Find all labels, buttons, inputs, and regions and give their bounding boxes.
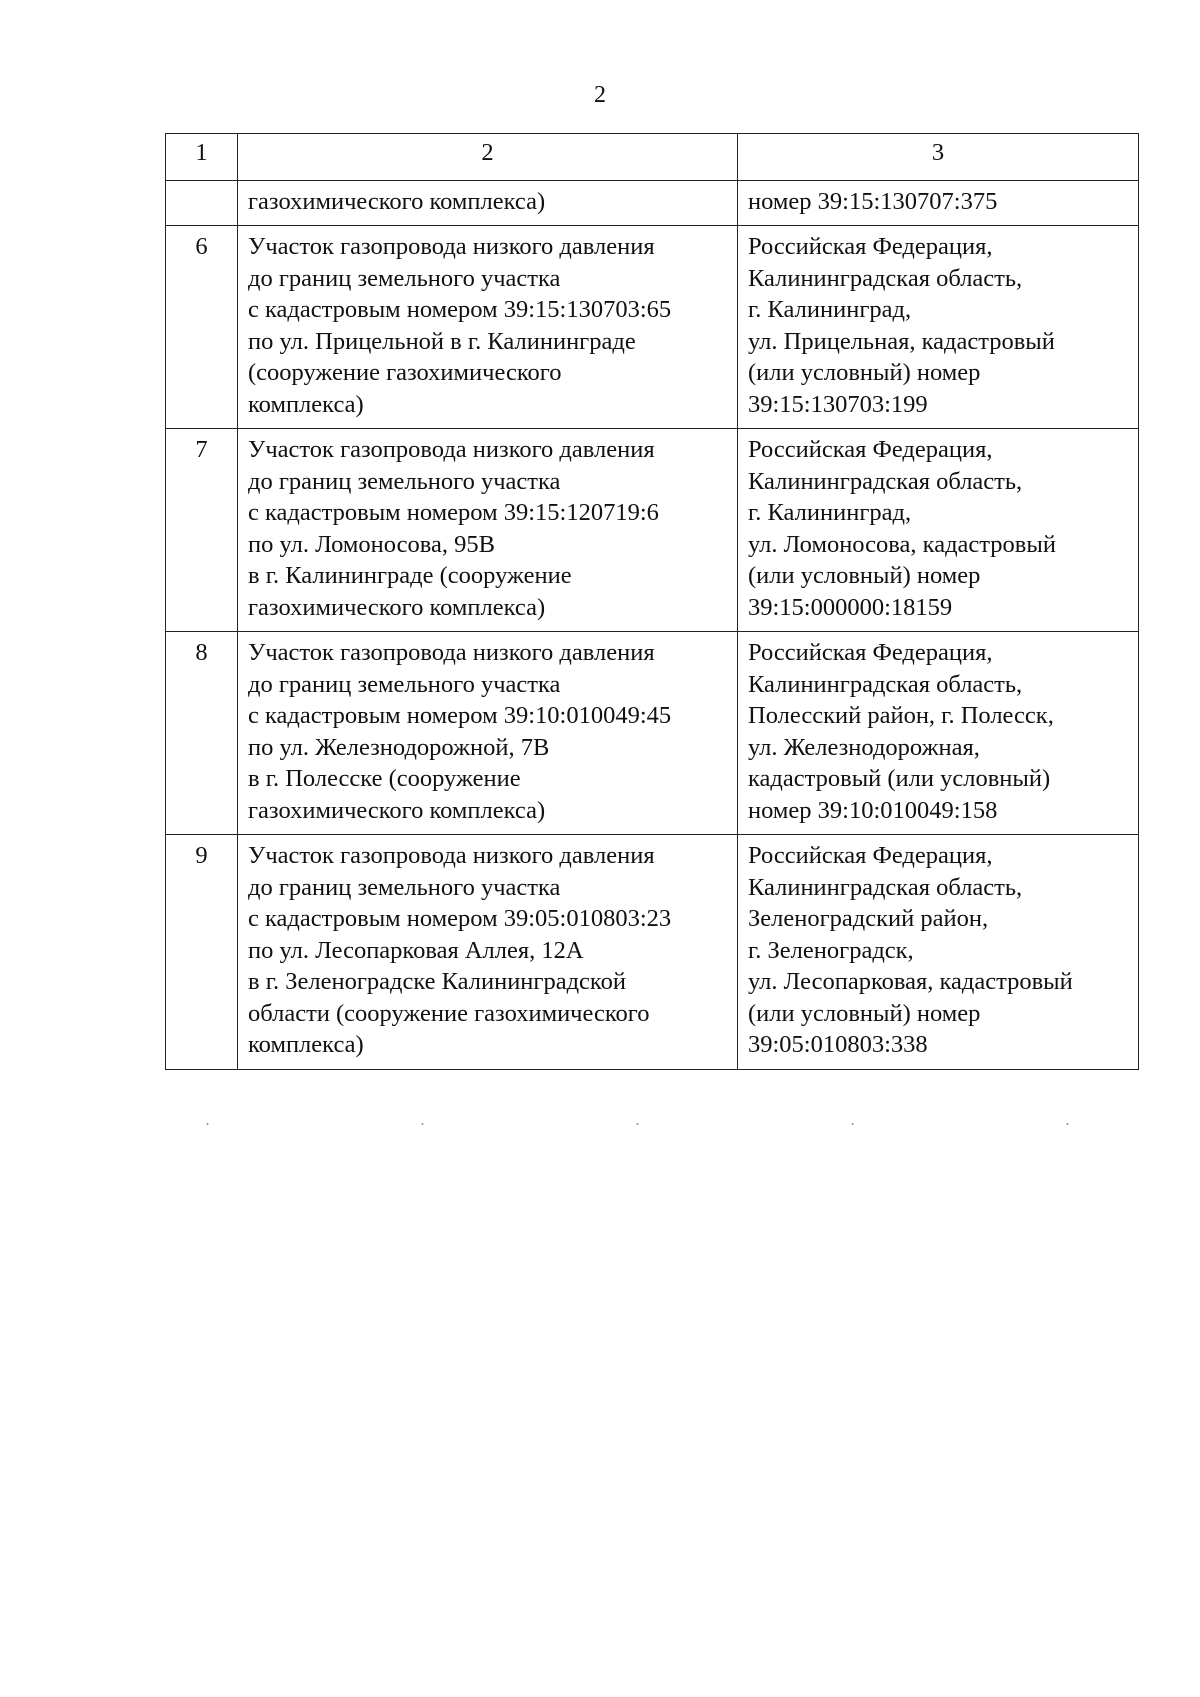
address-line: Полесский район, г. Полесск, (748, 702, 1054, 729)
object-name-line: с кадастровым номером 39:05:010803:23 (248, 905, 672, 932)
object-name-line: газохимического комплекса) (248, 796, 546, 824)
address-line: Российская Федерация, (748, 639, 993, 666)
address-line: ул. Железнодорожная, (748, 733, 980, 761)
object-name-line: комплекса) (248, 390, 364, 418)
row-number-cell: 6 (166, 226, 238, 429)
column-header-object: 2 (238, 134, 738, 181)
address-cell (738, 632, 1139, 835)
object-name-line: Участок газопровода низкого давления (248, 842, 655, 869)
address-line: Калининградская область, (748, 670, 1023, 698)
object-name-cell (238, 632, 738, 835)
address-line: Зеленоградский район, (748, 905, 989, 932)
object-name-line: по ул. Лесопарковая Аллея, 12А (248, 936, 584, 964)
table-row (166, 429, 1139, 632)
column-header-number: 1 (166, 134, 238, 181)
address-line: (или условный) номер (748, 999, 981, 1027)
address-cell (738, 226, 1139, 429)
table-body (166, 180, 1139, 1069)
row-number-cell: 9 (166, 835, 238, 1070)
table-row (166, 180, 1139, 226)
address-line: Калининградская область, (748, 467, 1023, 495)
column-header-address: 3 (738, 134, 1139, 181)
address-line: ул. Ломоносова, кадастровый (748, 530, 1056, 558)
page-number: 2 (594, 82, 606, 108)
address-line: г. Калининград, (748, 499, 912, 526)
object-name-line: с кадастровым номером 39:10:010049:45 (248, 702, 672, 729)
object-name-line: (сооружение газохимического (248, 359, 562, 386)
table-header-row (166, 134, 1139, 181)
object-name-line: до границ земельного участка (248, 670, 561, 698)
object-name-line: комплекса) (248, 1031, 364, 1058)
object-name-line: с кадастровым номером 39:15:130703:65 (248, 296, 672, 323)
address-line: г. Зеленоградск, (748, 936, 914, 964)
object-name-line: газохимического комплекса) (248, 593, 546, 621)
object-name-line: Участок газопровода низкого давления (248, 233, 655, 260)
address-line: Российская Федерация, (748, 436, 993, 463)
address-line: Калининградская область, (748, 873, 1023, 901)
object-name-line: Участок газопровода низкого давления (248, 436, 655, 463)
table-row (166, 226, 1139, 429)
row-number-cell: 7 (166, 429, 238, 632)
address-line: номер 39:10:010049:158 (748, 796, 998, 824)
object-name-cell (238, 429, 738, 632)
object-name-cell (238, 835, 738, 1070)
object-name-line: по ул. Железнодорожной, 7В (248, 733, 550, 761)
object-name-line: в г. Полесске (сооружение (248, 765, 521, 792)
object-name-line: с кадастровым номером 39:15:120719:6 (248, 499, 659, 526)
address-line: (или условный) номер (748, 562, 981, 589)
address-line: ул. Лесопарковая, кадастровый (748, 968, 1073, 995)
address-line: Калининградская область, (748, 264, 1023, 292)
address-line: 39:15:130703:199 (748, 390, 928, 418)
table-row (166, 835, 1139, 1070)
object-name-line: области (сооружение газохимического (248, 999, 650, 1027)
object-name-line: до границ земельного участка (248, 264, 561, 292)
address-line: г. Калининград, (748, 296, 912, 323)
address-line: Российская Федерация, (748, 842, 993, 869)
address-line: 39:15:000000:18159 (748, 593, 953, 621)
object-name-line: Участок газопровода низкого давления (248, 639, 655, 666)
pipeline-table (165, 133, 1139, 1070)
object-name-line: до границ земельного участка (248, 873, 561, 901)
row-number-cell (166, 180, 238, 226)
address-line: Российская Федерация, (748, 233, 993, 260)
object-name-cell (238, 226, 738, 429)
object-name-line: по ул. Ломоносова, 95В (248, 530, 495, 558)
address-line: ул. Прицельная, кадастровый (748, 327, 1055, 355)
address-line: номер 39:15:130707:375 (748, 187, 998, 215)
address-cell (738, 180, 1139, 226)
object-name-line: в г. Калининграде (сооружение (248, 562, 572, 589)
object-name-cell (238, 180, 738, 226)
address-line: кадастровый (или условный) (748, 765, 1051, 792)
address-cell (738, 429, 1139, 632)
address-line: (или условный) номер (748, 359, 981, 386)
address-cell (738, 835, 1139, 1070)
object-name-line: до границ земельного участка (248, 467, 561, 495)
table-row (166, 632, 1139, 835)
object-name-line: газохимического комплекса) (248, 187, 546, 215)
page-divider-dots (0, 1123, 1200, 1125)
row-number-cell: 8 (166, 632, 238, 835)
object-name-line: по ул. Прицельной в г. Калининграде (248, 327, 636, 355)
object-name-line: в г. Зеленоградске Калининградской (248, 968, 626, 995)
address-line: 39:05:010803:338 (748, 1031, 928, 1058)
